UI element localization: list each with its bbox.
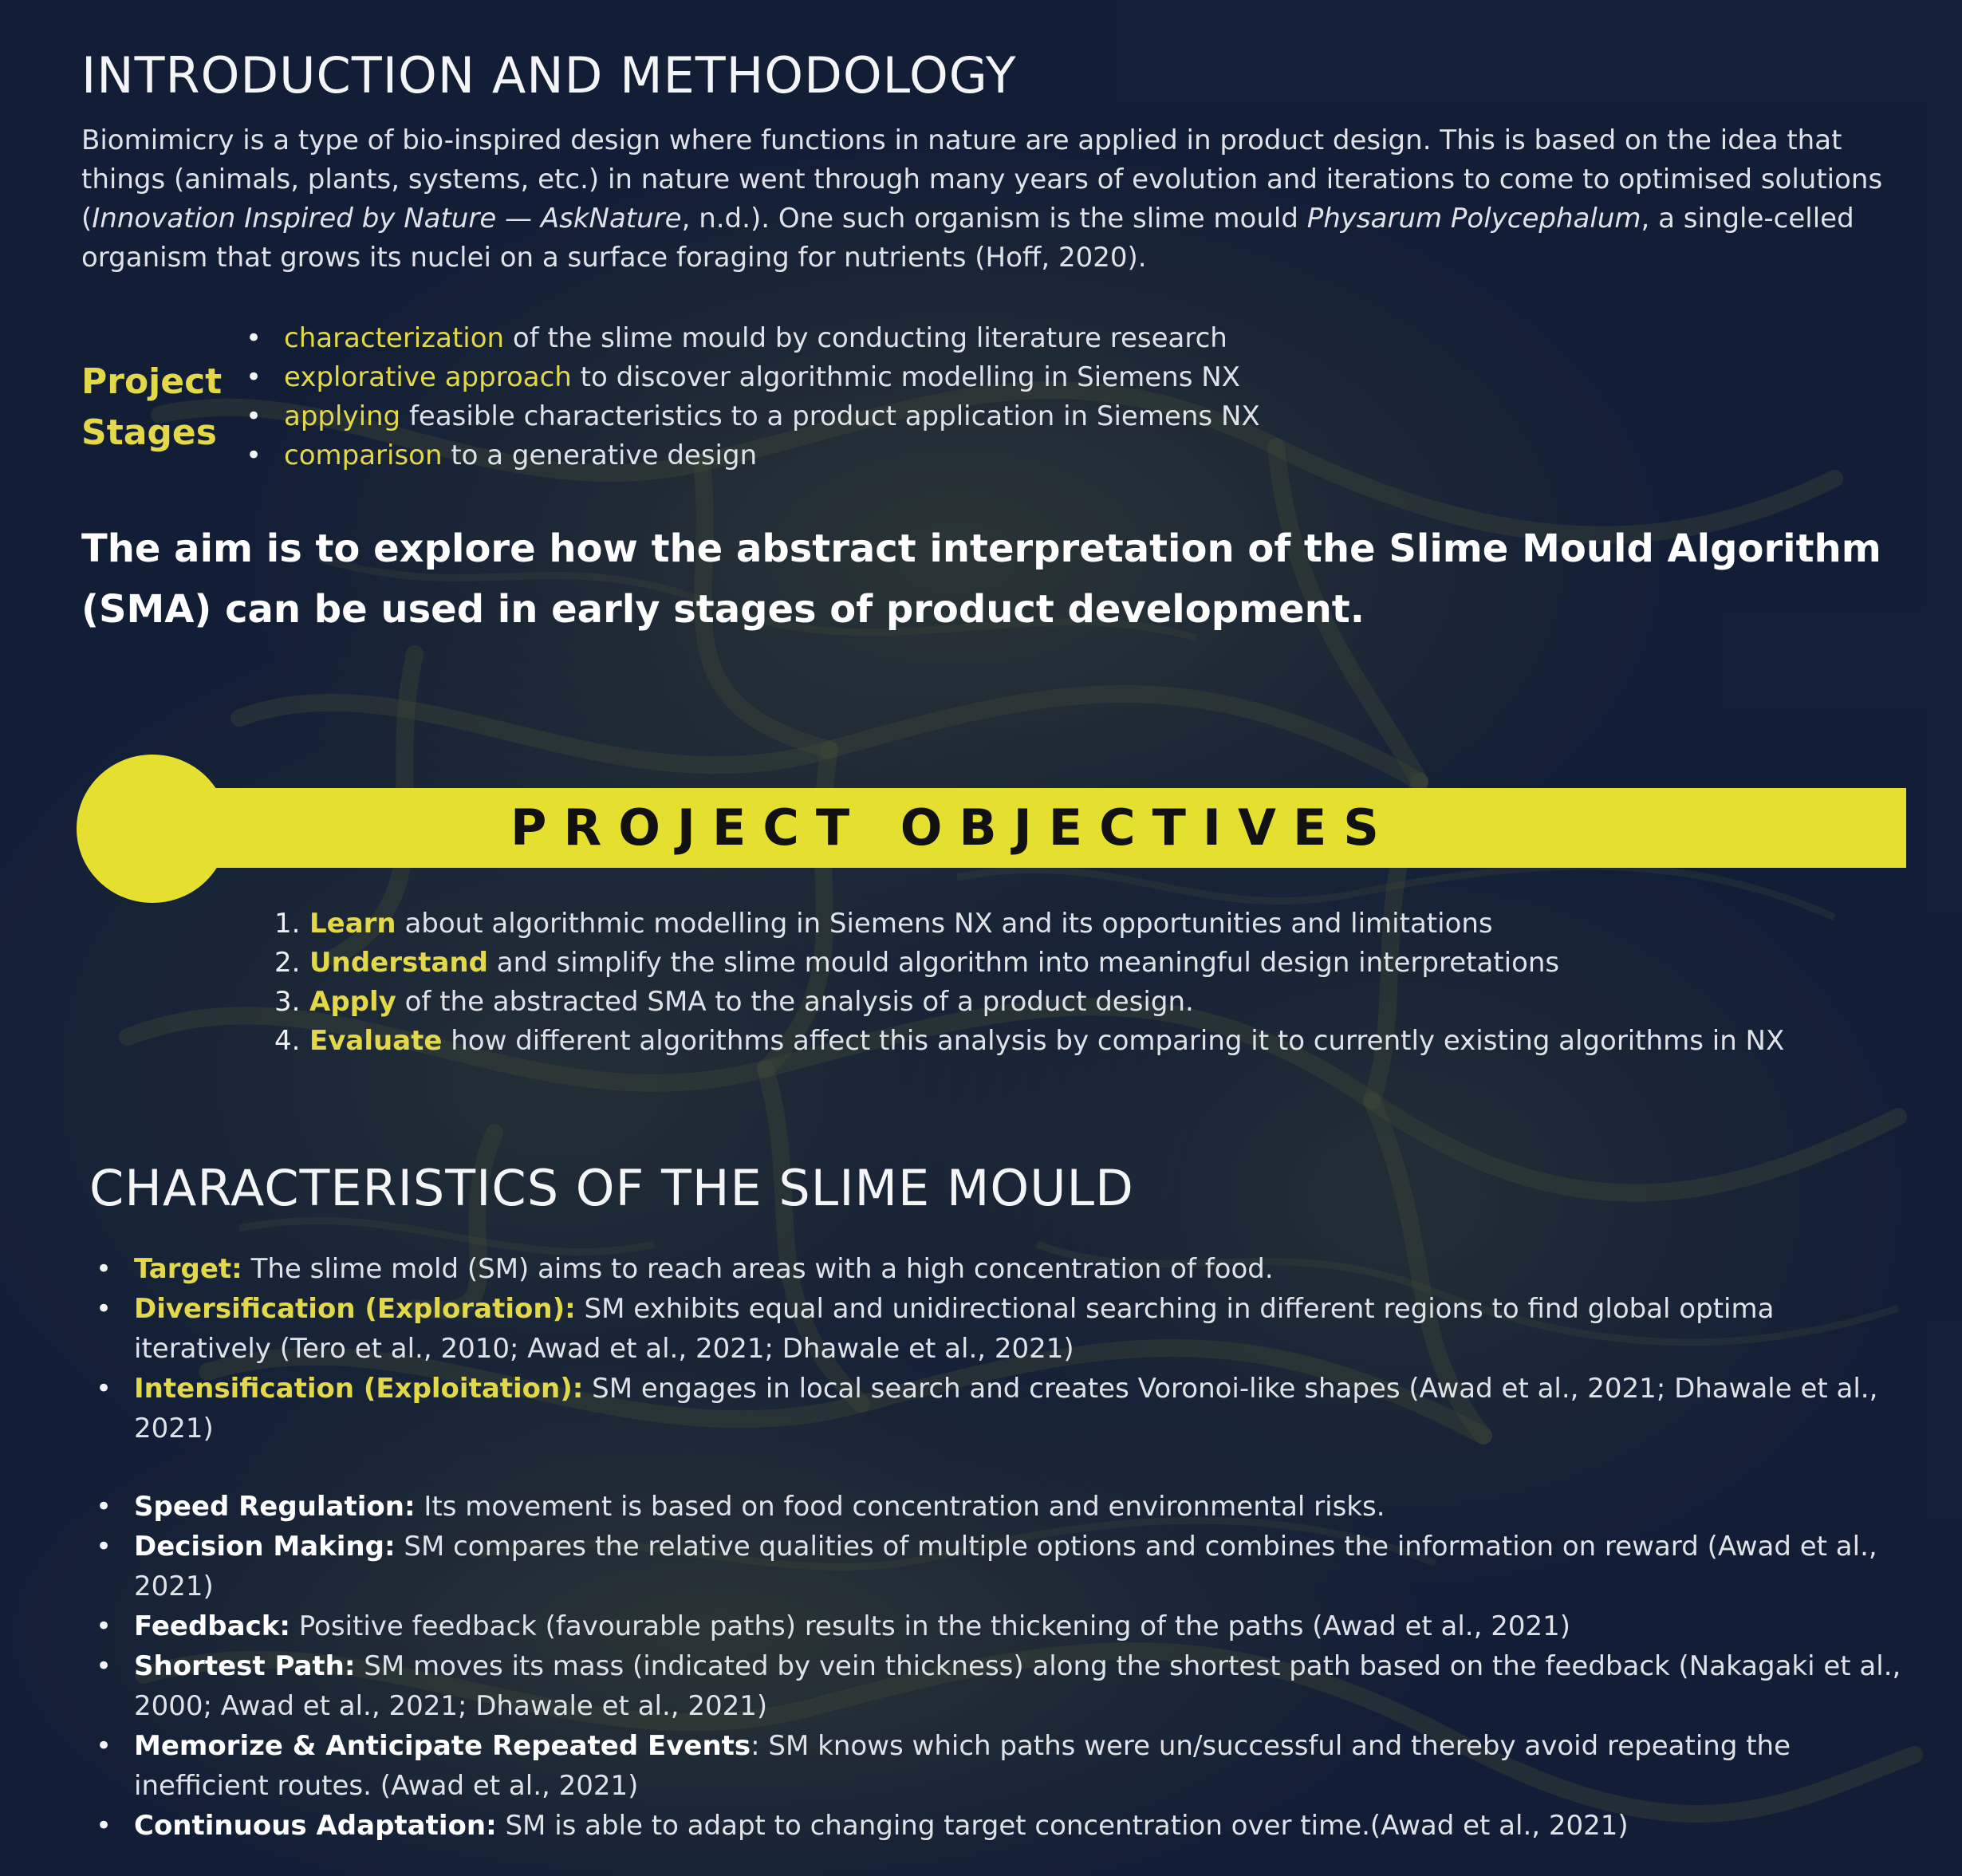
characteristic-text: SM engages in local search and creates Voronoi-like shapes (Awad et al., 2021; Dhawale et al., 2021) bbox=[134, 1373, 1878, 1444]
objective-text: of the abstracted SMA to the analysis of a product design. bbox=[396, 986, 1194, 1018]
objective-item bbox=[274, 1022, 1905, 1061]
characteristic-item bbox=[134, 1527, 1921, 1606]
objective-text: about algorithmic modelling in Siemens NX and its opportunities and limitations bbox=[396, 908, 1493, 940]
objective-keyword: Apply bbox=[309, 986, 396, 1018]
objective-number: 3. bbox=[274, 986, 301, 1018]
characteristic-item bbox=[134, 1487, 1921, 1527]
stage-keyword: characterization bbox=[284, 322, 505, 354]
project-stages-label-line1: Project bbox=[81, 361, 223, 402]
introduction-paragraph bbox=[81, 121, 1916, 278]
objective-number: 2. bbox=[274, 947, 301, 979]
characteristic-item bbox=[134, 1249, 1913, 1289]
characteristic-keyword: Intensification (Exploitation): bbox=[134, 1373, 584, 1405]
characteristic-keyword: Decision Making: bbox=[134, 1531, 396, 1563]
project-stages-label-line2: Stages bbox=[81, 412, 217, 453]
objective-keyword: Evaluate bbox=[309, 1025, 443, 1057]
intro-text-part: Biomimicry is a type of bio-inspired design where functions in nature are applied in product design. This is based on the idea that things (animals, plants, systems, etc.) in nature went through many years of evolution and iterations to come to optimised solutions ( bbox=[81, 124, 1883, 235]
stage-item bbox=[284, 436, 1799, 475]
stage-text: feasible characteristics to a product application in Siemens NX bbox=[400, 400, 1260, 432]
stage-item bbox=[284, 358, 1799, 397]
characteristic-text: SM compares the relative qualities of multiple options and combines the information on reward (Awad et al., 2021) bbox=[134, 1531, 1877, 1602]
characteristic-text: SM is able to adapt to changing target concentration over time.(Awad et al., 2021) bbox=[496, 1810, 1629, 1842]
characteristic-text: Positive feedback (favourable paths) results in the thickening of the paths (Awad et al., 2021) bbox=[290, 1610, 1571, 1642]
characteristic-keyword: Memorize & Anticipate Repeated Events bbox=[134, 1730, 751, 1762]
stage-item bbox=[284, 397, 1799, 436]
characteristic-text: SM exhibits equal and unidirectional searching in different regions to find global optima iteratively (Tero et al., 2010; Awad et al., 2021; Dhawale et al., 2021) bbox=[134, 1293, 1775, 1365]
characteristic-keyword: Feedback: bbox=[134, 1610, 290, 1642]
characteristics-list-primary bbox=[134, 1249, 1913, 1448]
intro-species-name: Physarum Polycephalum bbox=[1306, 203, 1641, 235]
characteristic-keyword: Shortest Path: bbox=[134, 1650, 356, 1682]
project-stages-list bbox=[284, 319, 1799, 475]
stage-keyword: comparison bbox=[284, 439, 443, 471]
characteristic-text: SM moves its mass (indicated by vein thickness) along the shortest path based on the feedback (Nakagaki et al., 2000; Awad et al., 2021; Dhawale et al., 2021) bbox=[134, 1650, 1901, 1722]
objective-number: 4. bbox=[274, 1025, 301, 1057]
objective-item bbox=[274, 905, 1905, 944]
objective-number: 1. bbox=[274, 908, 301, 940]
objectives-list bbox=[274, 905, 1905, 1061]
characteristic-text: The slime mold (SM) aims to reach areas with a high concentration of food. bbox=[242, 1253, 1274, 1285]
stage-text: of the slime mould by conducting literature research bbox=[504, 322, 1227, 354]
characteristic-keyword: Continuous Adaptation: bbox=[134, 1810, 497, 1842]
objective-keyword: Learn bbox=[309, 908, 396, 940]
stage-text: to a generative design bbox=[442, 439, 758, 471]
characteristic-text: : SM knows which paths were un/successful and thereby avoid repeating the inefficient routes. (Awad et al., 2021) bbox=[134, 1730, 1791, 1802]
stage-item bbox=[284, 319, 1799, 358]
characteristics-heading: CHARACTERISTICS OF THE SLIME MOULD bbox=[89, 1159, 1134, 1217]
characteristic-item bbox=[134, 1289, 1913, 1369]
aim-statement: The aim is to explore how the abstract interpretation of the Slime Mould Algorithm (SMA) can be used in early stages of product development. bbox=[81, 526, 1881, 632]
intro-text-part: , a single-celled organism that grows its nuclei on a surface foraging for nutrients (Hoff, 2020). bbox=[81, 203, 1854, 274]
characteristic-keyword: Speed Regulation: bbox=[134, 1491, 416, 1523]
intro-text-part: , n.d.). One such organism is the slime mould bbox=[681, 203, 1307, 235]
objective-text: how different algorithms affect this analysis by comparing it to currently existing algorithms in NX bbox=[442, 1025, 1785, 1057]
objectives-banner-circle bbox=[77, 755, 228, 903]
characteristic-keyword: Target: bbox=[134, 1253, 242, 1285]
characteristic-item bbox=[134, 1369, 1913, 1448]
characteristic-item bbox=[134, 1806, 1921, 1846]
project-stages-label bbox=[81, 357, 222, 459]
characteristic-item bbox=[134, 1606, 1921, 1646]
introduction-heading: INTRODUCTION AND METHODOLOGY bbox=[81, 46, 1017, 104]
characteristic-keyword: Diversification (Exploration): bbox=[134, 1293, 576, 1325]
intro-citation: Innovation Inspired by Nature — AskNature bbox=[92, 203, 682, 235]
objectives-title: PROJECT OBJECTIVES bbox=[510, 798, 1396, 857]
stage-keyword: applying bbox=[284, 400, 401, 432]
objective-item bbox=[274, 983, 1905, 1022]
objective-text: and simplify the slime mould algorithm into meaningful design interpretations bbox=[487, 947, 1560, 979]
objective-item bbox=[274, 944, 1905, 983]
stage-keyword: explorative approach bbox=[284, 361, 572, 393]
characteristic-text: Its movement is based on food concentration and environmental risks. bbox=[415, 1491, 1385, 1523]
characteristic-item bbox=[134, 1646, 1921, 1726]
stage-text: to discover algorithmic modelling in Siemens NX bbox=[571, 361, 1240, 393]
characteristic-item bbox=[134, 1726, 1921, 1806]
objective-keyword: Understand bbox=[309, 947, 488, 979]
characteristics-list-secondary bbox=[134, 1487, 1921, 1846]
